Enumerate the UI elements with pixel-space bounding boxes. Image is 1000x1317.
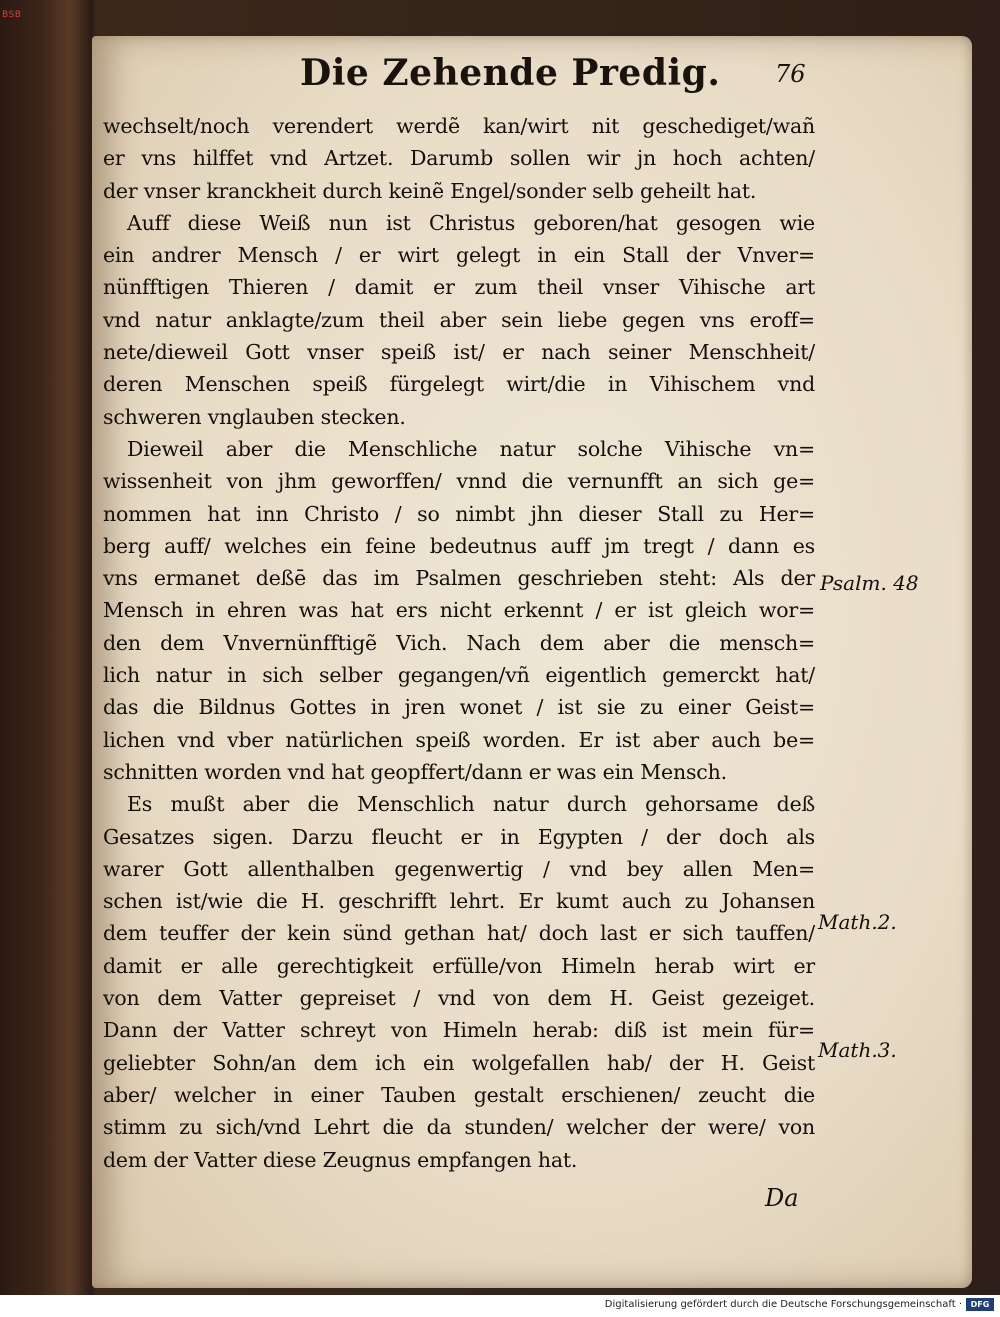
text-line: ein andrer Mensch / er wirt gelegt in ein Stall der Vnver= xyxy=(103,243,815,268)
text-line: damit er alle gerechtigkeit erfülle/von Himeln herab wirt er xyxy=(103,953,815,978)
marginal-note-psalm: Psalm. 48 xyxy=(820,571,919,595)
text-line: Auff diese Weiß nun ist Christus geboren/hat gesogen wie xyxy=(127,210,815,235)
body-text xyxy=(103,110,815,1176)
running-head: Die Zehende Predig. xyxy=(300,52,721,94)
text-line: der vnser kranckheit durch keinẽ Engel/sonder selb geheilt hat. xyxy=(103,178,757,203)
text-line: deren Menschen speiß fürgelegt wirt/die in Vihischem vnd xyxy=(103,372,815,397)
funding-notice: Digitalisierung gefördert durch die Deutsche Forschungsgemeinschaft · xyxy=(604,1299,962,1310)
text-line: schweren vnglauben stecken. xyxy=(103,404,406,429)
text-line: von dem Vatter gepreiset / vnd von dem H. Geist gezeiget. xyxy=(103,986,815,1011)
text-line: Dieweil aber die Menschliche natur solche Vihische vn= xyxy=(127,436,815,461)
text-line: wechselt/noch verendert werdẽ kan/wirt nit geschediget/wañ xyxy=(103,114,815,138)
text-line: das die Bildnus Gottes in jren wonet / ist sie zu einer Geist= xyxy=(103,695,815,720)
marginal-note-math-2: Math.2. xyxy=(818,910,897,934)
text-line: dem der Vatter diese Zeugnus empfangen hat. xyxy=(103,1147,578,1172)
footer-bar xyxy=(0,1296,1000,1317)
text-line: Dann der Vatter schreyt von Himeln herab: diß ist mein für= xyxy=(103,1018,815,1043)
text-line: berg auff/ welches ein feine bedeutnus auff jm tregt / dann es xyxy=(103,533,815,558)
text-line: Mensch in ehren was hat ers nicht erkennt / er ist gleich wor= xyxy=(103,598,815,623)
library-watermark: BSB xyxy=(2,10,22,20)
text-line: nünfftigen Thieren / damit er zum theil vnser Vihische art xyxy=(103,275,815,300)
text-line: nete/dieweil Gott vnser speiß ist/ er nach seiner Menschheit/ xyxy=(103,340,815,365)
text-line: schen ist/wie die H. geschrifft lehrt. Er kumt auch zu Johansen xyxy=(103,889,815,914)
page-number: 76 xyxy=(775,60,806,88)
text-line: warer Gott allenthalben gegenwertig / vnd bey allen Men= xyxy=(103,856,815,881)
text-line: stimm zu sich/vnd Lehrt die da stunden/ welcher der were/ von xyxy=(103,1115,815,1140)
text-line: lichen vnd vber natürlichen speiß worden. Er ist aber auch be= xyxy=(103,727,815,752)
text-line: den dem Vnvernünfftigẽ Vich. Nach dem aber die mensch= xyxy=(103,630,815,655)
text-line: Gesatzes sigen. Darzu fleucht er in Egypten / der doch als xyxy=(103,824,815,849)
text-line: nommen hat inn Christo / so nimbt jhn dieser Stall zu Her= xyxy=(103,501,815,526)
text-line: er vns hilffet vnd Artzet. Darumb sollen wir jn hoch achten/ xyxy=(103,146,815,171)
text-line: wissenheit von jhm geworffen/ vnnd die vernunfft an sich ge= xyxy=(103,469,815,494)
text-line: dem teuffer der kein sünd gethan hat/ doch last er sich tauffen/ xyxy=(103,921,815,946)
text-line: vns ermanet deßē das im Psalmen geschrieben steht: Als der xyxy=(103,566,815,591)
text-line: schnitten worden vnd hat geopffert/dann er was ein Mensch. xyxy=(103,759,727,784)
marginal-note-math-3: Math.3. xyxy=(818,1038,897,1062)
catchword: Da xyxy=(765,1184,799,1212)
text-line: lich natur in sich selber gegangen/vñ eigentlich gemerckt hat/ xyxy=(103,663,815,688)
text-line: Es mußt aber die Menschlich natur durch gehorsame deß xyxy=(127,792,815,817)
text-line: geliebter Sohn/an dem ich ein wolgefallen hab/ der H. Geist xyxy=(103,1050,815,1075)
text-line: vnd natur anklagte/zum theil aber sein liebe gegen vns eroff= xyxy=(103,307,815,332)
text-line: aber/ welcher in einer Tauben gestalt erschienen/ zeucht die xyxy=(103,1082,815,1107)
dfg-logo: DFG xyxy=(966,1298,994,1311)
